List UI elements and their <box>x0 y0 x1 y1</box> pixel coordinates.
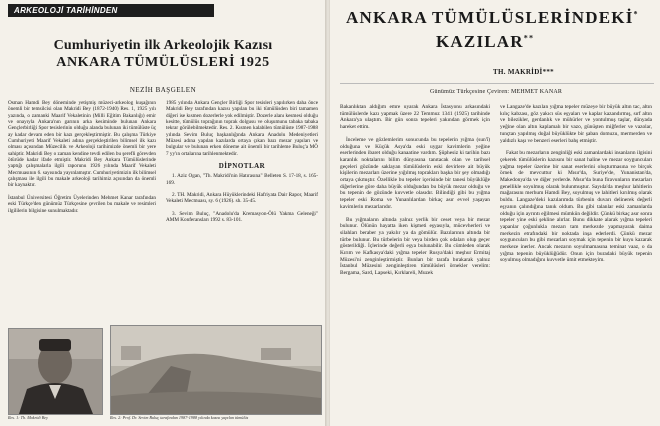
article-title-line2: KAZILAR** <box>436 32 535 51</box>
paragraph: İstanbul Üniversitesi Öğretim Üyelerinden Mehmet Kanar tarafından eski Türkçe'den günümüz Türkçesine çevrilen bu makale ve resimleri ilgililerin bilgisine sunulmaktadır. <box>8 194 156 214</box>
paragraph: İnceleme ve gözlemlerim sonucunda bu tepelerin yığma (sun'î) olduğuna ve Küçük Asya'da eski uygar kavimlerin yeğine eserlerinden ibaret olduğu kanaatine vardım. Şüphesiz ki tarihin bazı karanlık noktalarını bilim dünyasına tanıtacak olan ve tarihsel geçeleri gözünde saklayan tümülüslerin eski devirlere ait büyük kişilerin mezarları üzerine yığılmış toprakları başka bir şey olmadığı ortaya çıkmıştır. Özellikle bu tepeler içerisinde bir tanesi büyüklüğe diğerlerine göre daha büyük olduğundan bu büyük mezar olduğu ve bu tepenin de gözünde kuvvetle olasıdır. Bilindiği gibi bu yığma tepeler eski Roma ve Yunanlılardan birkaç asır evvel yaşayan kavimlerin mezarlarıdır. <box>340 136 490 210</box>
photo-caption-1: Res. 1: Th. Makridi Bey <box>8 415 49 420</box>
paragraph: 1985 yılında Ankara Gençler Birliği Spor tesisleri yapılırken daha önce Makridi Bey tarafından kazısı yapılan bu iki tümülüsden biri tamamen diğeri ise kısmen dozerlerle yok edilmiştir. Dozerle alanı kesmesi olduğu kesitte, tümülüs toprağının toprak dolgusu ve oluşumunu tabaka tabaka tekrar görülebilmektedir. Res. 2. Kısmen kalabilen tümülüste 1987-1988 yılında Sevim Buluç başkanlığında Ankara Anadolu Medeniyetleri Müzesi adına yapılan kazılarda ortaya çıkan bazı mezar yapıları ve bulgular ve bulunan erken döneme ait önemli bir tarihleme Buluç'a MÖ 7 yy'ın ortalarına tarihlenmektedir. <box>166 100 318 157</box>
portrait-photo <box>8 328 103 415</box>
paragraph: Osman Hamdi Bey döneminde yetişmiş müzeci-arkeolog kuşağının önemli bir temsilcisi olan Makridi Bey (1872-1940) Res. 1, 1925 yılı yazında, o zamanki Maarif Vekaletinin (Milli Eğitim Bakanlığı) emir ve onayıyla Ankara'nın garının arka kesiminde bulunan Ankara Gençlerbirliği Spor tesislerinin olduğu alanda bulunan iki tümülüste üç ay kadar devam eden bir kazı gerçekleştirmiştir. Bu çalışma Türkiye Cumhuriyeti Maarif Vekaleti adına gerçekleştirilen bilimsel ilk kazı olması açısından Müzecilik ve Arkeoloji tarihimizde önemli bir yere sahiptir. Makridi Bey o zaman kendine tevdi edilen bu şerefli görevden ötürüde kadar ifade etmiştir. Makridi Bey Ankara Tümülüslerinde yaptığı çalışmalarla ilgili raporunu 1926 yılında Maarif Vekaleti Mecmuasının 6. sayısında yayınlamıştır. Cumhuriyetimizin ilk bilimsel çalışması ile ilgili bu makale arkeoloji tarihimiz açısından da önemli bir kaynaktır. <box>8 100 156 189</box>
left-column-1 <box>8 100 156 220</box>
right-column-1 <box>340 104 490 283</box>
right-column-2 <box>500 104 652 270</box>
divider <box>340 83 654 84</box>
paragraph: Fakat bu mezarların zenginliği eski zamanlardaki insanların ilgisini çekerek tümülüslerin kazısını bir sanat haline ve mezar soyguncuları yağma tepeler üzerine bir sanat eserlerini oluşturmasına ve birçok örnek de mevcuttur ki Mısır'da, Suriye'de, Yunanistan'da, Makedonya'da ve diğer yerlerde. Mısır'da buna firavunların mezarları genellikle soyulmuş olarak bulunmuştur. Sayıda'da meşhur lahitlerin mağarasını merhum Hamdi Bey, soyulmuş ve lahitleri kırılmış olarak buldu. Langaze'deki kazılarımda türbenin duvarı delinerek değerli eşyanın çalındığına tanık oldum. Bu gibi talanlar eski zamanlarda olduğu için ayrıntı eğilmesi mümkün değildir. Çünkü birkaç asır sonra tepeler yine eski şekline alırlar. Bunu dikkate alarak yığma tepeleri yapanlar çoğunlukla mezarı tam merkezde yapmayarak daima merkezin etrafındaki bir noktada inşa ederlerdi. Çünkü mezar soyguncuları bu gibi mezarları soymak için tepenin bir kuyu kazarak merkeze inerler. Ancak mezarın soyulmamasına teminat vaaz, o da yığma tepenin büyüklüğüdür. Onun için buradaki büyük tepenin soyulmuş olmadığını kuvvetle ümit etmekteyim. <box>500 150 652 264</box>
tumulus-photo <box>110 325 322 415</box>
paragraph: Bakanlıktan aldığım emre uyarak Ankara İstasyonu arkasındaki tümülüslerde kazı yapmak üzere 22 Temmuz 1341 (1925) tarihinde Ankara'ya ulaştım. Bir gün sonra tepeleri yakından görmek için hareket ettim. <box>340 104 490 131</box>
footnotes-heading: DİPNOTLAR <box>218 162 266 171</box>
article-title: Cumhuriyetin ilk Arkeolojik Kazısı <box>53 38 273 53</box>
section-banner: ARKEOLOJİ TARİHİNDEN <box>8 4 214 17</box>
article-subtitle: ANKARA TÜMÜLÜSLERİ 1925 <box>56 55 270 70</box>
left-page <box>0 0 326 426</box>
translator-line: Günümüz Türkçesine Çeviren: MEHMET KANAR <box>430 89 563 95</box>
left-column-2 <box>166 100 318 230</box>
paragraph: ve Langaze'de kazılan yığma tepeler müzeye bir büyük altın tac, altın kılıç kabzası, göz yakıcı süs eşyaları ve kaplar kazandırmış, sırf altın ve bilezikler, gerdanlık ve mühürler ve yontulmuş taşlar, dünyada yeğine olan altın kaplamalı bir vazo, günüşten miğferler ve vazolar, tunçtan yapılmış doğal büyüklükte bir şaban domuzu, mermerden ve yaldızlı kaşı ve benzeri eserleri bahş etmiştir. <box>500 104 652 144</box>
footnote: 2. TH. Makridi, Ankara Hüyüklerindeki Hafriyata Dair Rapor, Maarif Vekaleti Mecmuası, sy. 6 (1926). sh. 35-45. <box>166 192 318 205</box>
footnote: 1. Aziz Ogan, "Th. Makridi'nin Hatırasına" Belleten S. 17-18, s. 165-169. <box>166 173 318 186</box>
article-author: TH. MAKRİDİ*** <box>493 68 554 76</box>
footnote: 3. Sevim Buluç, "Anadolu'da Kremasyon-Ölü Yakma Geleneği" AMM Konferansları 1992 s. 83-101. <box>166 210 318 224</box>
article-author: NEZİH BAŞGELEN <box>129 86 197 94</box>
paragraph: Bu yığmaların altında yalnız yerlik bir ceset veya bir mezar bulunur. Ölünün hayatta iken kişmeti eşyasıyla, mücevherleri ve silahları beraber ya yakılır ya da gömülür. Bazılarının altında bir türbe bulunur. Bu türbelerin bir veya birden çok odaları olup geçer gösterildiği. İçlerinde değerli eşya bulunabilir. Bu cümleden olarak Kırım ve Kafkasya'daki yığma tepeler Rusya'daki meşhur Ermitaj Müzesi'ni zenginleştirmiştir. Bunları bir tarafa bırakarak yalnız İstanbul Müzesini zenginleştiren tümülüsleri örnekler verelim: Bergama, Sard, Lapseki, Kırklareli, Muzek <box>340 216 490 277</box>
article-title: ANKARA TÜMÜLÜSLERİNDEKİ* <box>346 8 639 27</box>
photo-caption-2: Res. 2: Prof. Dr. Sevim Buluç tarafından 1987-1988 yılında kazısı yapılan tümülüs <box>110 415 249 420</box>
